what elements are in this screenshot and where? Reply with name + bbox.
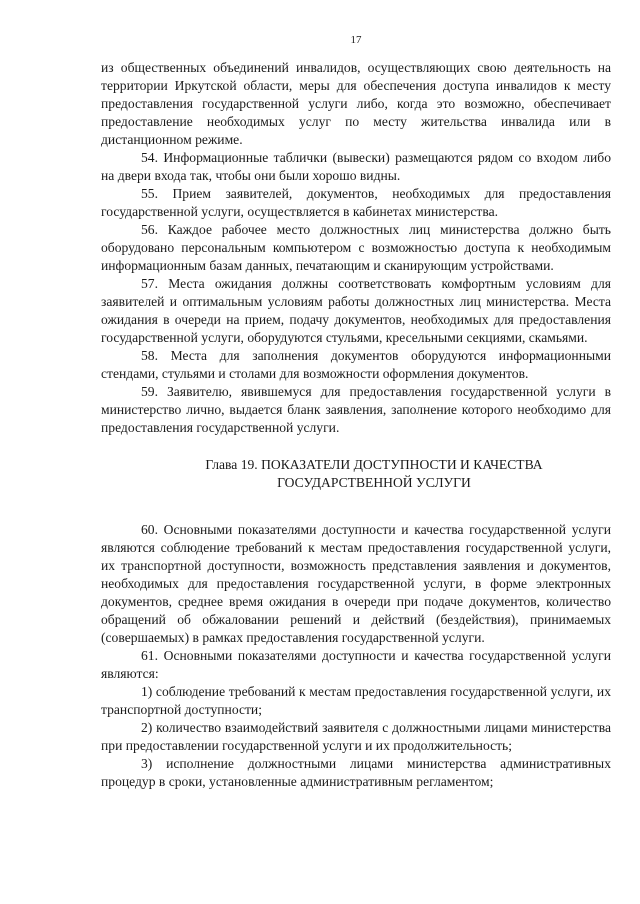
paragraph: 2) количество взаимодействий заявителя с должностными лицами министерства при предоставлении государственной услуги и их продолжительность;	[101, 720, 611, 753]
chapter-title-line-2: ГОСУДАРСТВЕННОЙ УСЛУГИ	[277, 475, 471, 490]
document-page	[101, 0, 611, 904]
paragraphs-before-chapter	[101, 59, 611, 437]
chapter-heading	[101, 456, 611, 492]
paragraph: из общественных объединений инвалидов, осуществляющих свою деятельность на территории Иркутской области, меры для обеспечения доступа инвалидов к месту предоставления государственной услуги либо, когда это возможно, обеспечивает предоставление необходимых услуг по месту жительства инвалида или в дистанционном режиме.	[101, 60, 611, 147]
paragraph: 55. Прием заявителей, документов, необходимых для предоставления государственной услуги, осуществляется в кабинетах министерства.	[101, 186, 611, 219]
paragraph: 58. Места для заполнения документов оборудуются информационными стендами, стульями и столами для возможности оформления документов.	[101, 348, 611, 381]
paragraph: 57. Места ожидания должны соответствовать комфортным условиям для заявителей и оптимальным условиям работы должностных лиц министерства. Места ожидания в очереди на прием, подачу документов, необходимых для предоставления государственной услуги, оборудуются стульями, кресельными секциями, скамьями.	[101, 276, 611, 345]
paragraph: 60. Основными показателями доступности и качества государственной услуги являются соблюдение требований к местам предоставления государственной услуги, их транспортной доступности, возможность представления заявления и документов, необходимых для предоставления государственной услуги, в форме электронных документов, среднее время ожидания в очереди при подаче документов, количество обращений об обжаловании решений и действий (бездействия), принимаемых (совершаемых) в рамках предоставления государственной услуги.	[101, 522, 611, 645]
paragraph: 59. Заявителю, явившемуся для предоставления государственной услуги в министерство лично, выдается бланк заявления, заполнение которого необходимо для предоставления государственной услуги.	[101, 384, 611, 435]
paragraph: 3) исполнение должностными лицами министерства административных процедур в сроки, установленные административным регламентом;	[101, 756, 611, 789]
paragraph: 1) соблюдение требований к местам предоставления государственной услуги, их транспортной доступности;	[101, 684, 611, 717]
document-body	[101, 59, 611, 791]
paragraph: 61. Основными показателями доступности и качества государственной услуги являются:	[101, 648, 611, 681]
paragraphs-after-chapter	[101, 521, 611, 791]
paragraph: 56. Каждое рабочее место должностных лиц министерства должно быть оборудовано персональным компьютером с возможностью доступа к необходимым информационным базам данных, печатающим и сканирующим устройствами.	[101, 222, 611, 273]
chapter-title-line-1: Глава 19. ПОКАЗАТЕЛИ ДОСТУПНОСТИ И КАЧЕСТВА	[205, 457, 543, 472]
page-number: 17	[350, 34, 362, 46]
paragraph: 54. Информационные таблички (вывески) размещаются рядом со входом либо на двери входа так, чтобы они были хорошо видны.	[101, 150, 611, 183]
